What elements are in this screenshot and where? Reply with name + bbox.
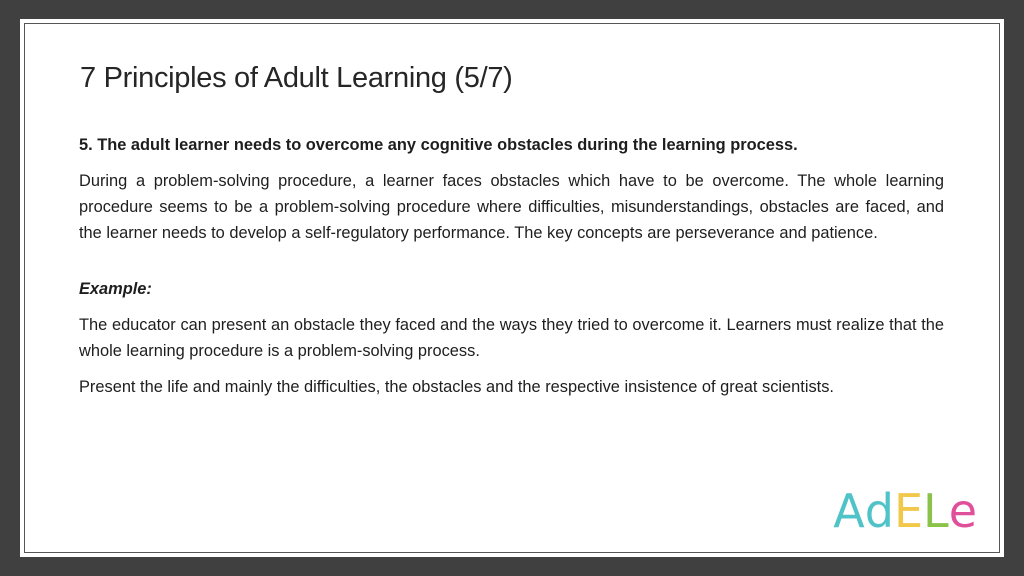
- example-label: Example:: [79, 280, 152, 298]
- slide-frame: [20, 19, 1004, 557]
- adele-logo: [833, 484, 977, 538]
- slide-content: [79, 132, 944, 400]
- logo-letter-a: A: [833, 484, 865, 538]
- example-paragraph-1: The educator can present an obstacle they faced and the ways they tried to overcome it. Learners must realize that the whole learning procedure is a problem-solving process.: [79, 316, 944, 360]
- slide-border: [24, 23, 1000, 553]
- logo-letter-l: L: [923, 484, 949, 538]
- logo-letter-e-lower: e: [948, 484, 977, 538]
- slide-title: 7 Principles of Adult Learning (5/7): [80, 62, 513, 94]
- example-paragraph-2: Present the life and mainly the difficulties, the obstacles and the respective insistence of great scientists.: [79, 378, 834, 396]
- logo-letter-e-upper: E: [893, 484, 924, 538]
- principle-description: During a problem-solving procedure, a learner faces obstacles which have to be overcome. The whole learning procedure seems to be a problem-solving procedure where difficulties, misunderstandings, obstacles are faced, and the learner needs to develop a self-regulatory performance. The key concepts are perseverance and patience.: [79, 172, 944, 242]
- principle-heading: 5. The adult learner needs to overcome any cognitive obstacles during the learning process.: [79, 136, 798, 154]
- logo-letter-d: d: [864, 484, 894, 538]
